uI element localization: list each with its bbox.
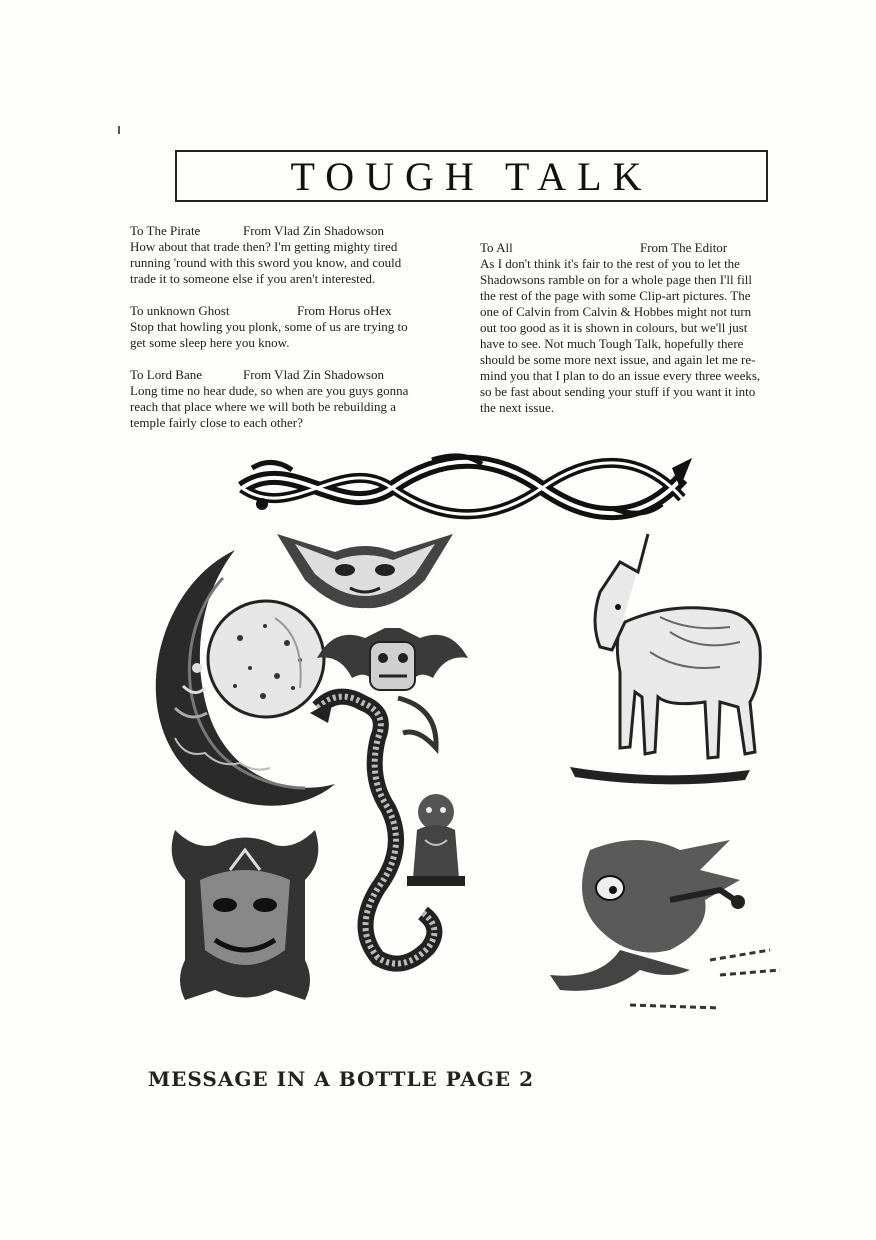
letter-line: trade it to someone else if you aren't interested. [130, 271, 376, 286]
letter-line: so be fast about sending your stuff if you want it into [480, 384, 756, 399]
letter-line: running 'round with this sword you know, and could [130, 255, 402, 270]
letter-line: one of Calvin from Calvin & Hobbes might not turn [480, 304, 752, 319]
letter-ghost [130, 303, 460, 351]
letter-line: get some sleep here you know. [130, 335, 290, 350]
celtic-knot-border [232, 448, 692, 526]
letter-line: have to see. Not much Tough Talk, hopefully there [480, 336, 744, 351]
letter-line: reach that place where we will both be rebuilding a [130, 399, 397, 414]
small-gargoyle [405, 790, 467, 890]
scan-mark [118, 126, 120, 134]
letter-to: To The Pirate [130, 223, 201, 238]
letter-line: Long time no hear dude, so when are you guys gonna [130, 383, 409, 398]
letter-to: To unknown Ghost [130, 303, 230, 318]
letter-line: Shadowsons ramble on for a whole page then I'll fill [480, 272, 753, 287]
title-box [175, 150, 768, 202]
letter-header [130, 303, 460, 319]
letter-lord-bane [130, 367, 460, 431]
letter-header [130, 223, 460, 239]
letter-line: out too good as it is shown in colours, but we'll just [480, 320, 748, 335]
letter-editor [480, 240, 810, 416]
page-title: TOUGH TALK [290, 153, 653, 199]
letter-from: From The Editor [640, 240, 728, 255]
letter-from: From Vlad Zin Shadowson [243, 367, 384, 382]
letter-line: the next issue. [480, 400, 555, 415]
page-footer: MESSAGE IN A BOTTLE PAGE 2 [148, 1067, 535, 1091]
letter-to: To Lord Bane [130, 367, 203, 382]
letter-line: temple fairly close to each other? [130, 415, 303, 430]
calvin-running [530, 830, 790, 1020]
letter-line: As I don't think it's fair to the rest of you to let the [480, 256, 740, 271]
letter-from: From Horus oHex [297, 303, 392, 318]
letters-left-column [130, 223, 460, 447]
letter-line: mind you that I plan to do an issue every three weeks, [480, 368, 761, 383]
letter-from: From Vlad Zin Shadowson [243, 223, 384, 238]
demon-mask [155, 820, 335, 1005]
letter-line: Stop that howling you plonk, some of us are trying to [130, 319, 408, 334]
letter-line: How about that trade then? I'm getting mighty tired [130, 239, 398, 254]
letter-to: To All [480, 240, 513, 255]
gargoyle-mask [275, 530, 455, 612]
letter-header [480, 240, 810, 256]
letter-header [130, 367, 460, 383]
letter-line: should be some more next issue, and again let me re- [480, 352, 756, 367]
donkey [550, 532, 772, 787]
letter-pirate [130, 223, 460, 287]
letter-line: the rest of the page with some Clip-art pictures. The [480, 288, 751, 303]
